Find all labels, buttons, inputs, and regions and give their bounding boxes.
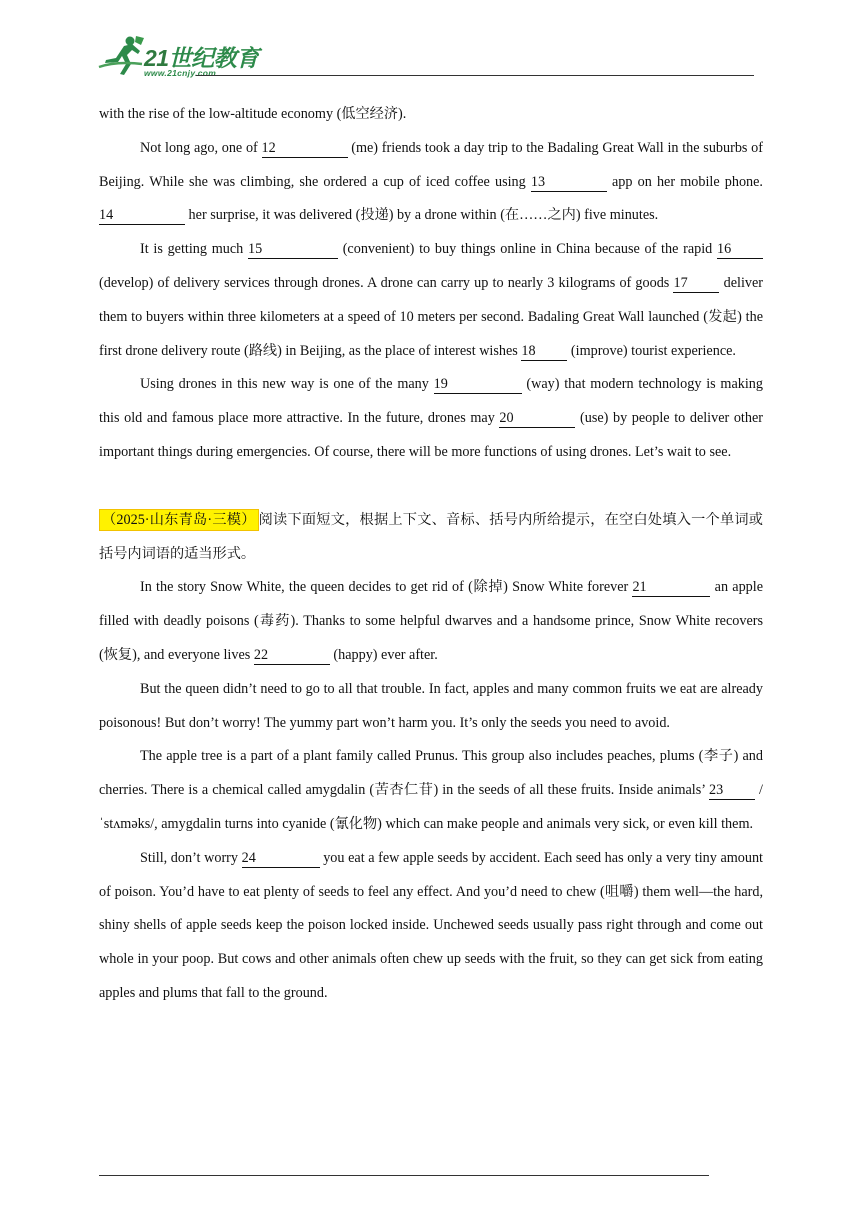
blank-22: 22 bbox=[254, 646, 330, 665]
paragraph: In the story Snow White, the queen decides to get rid of (除掉) Snow White forever 21 an apple filled with deadly poisons (毒药). Thanks to some helpful dwarves and a handsome prince, Snow White recovers (恢复), and everyone lives 22 (happy) ever after. bbox=[99, 579, 763, 663]
blank-13: 13 bbox=[531, 173, 607, 192]
blank-18: 18 bbox=[521, 342, 567, 361]
runner-logo-icon bbox=[96, 34, 146, 78]
logo bbox=[96, 34, 296, 78]
blank-12: 12 bbox=[262, 139, 348, 158]
blank-19: 19 bbox=[434, 375, 522, 394]
footer-divider bbox=[99, 1175, 709, 1176]
document-body bbox=[99, 98, 763, 1011]
paragraph: with the rise of the low-altitude economy (低空经济). bbox=[99, 106, 407, 122]
paragraph: Still, don’t worry 24 you eat a few apple seeds by accident. Each seed has only a very tiny amount of poison. You’d have to eat plenty of seeds to feel any effect. And you’d need to chew (咀嚼) them well—the hard, shiny shells of apple seeds keep the poison locked inside. Unchewed seeds usually pass right through and come out whole in your poop. But cows and other animals often chew up seeds with the fruit, so they can get sick from eating apples and plums that fall to the ground. bbox=[99, 849, 763, 1001]
paragraph: But the queen didn’t need to go to all that trouble. In fact, apples and many common fruits we eat are already poisonous! But don’t worry! The yummy part won’t harm you. It’s only the seeds you need to avoid. bbox=[99, 680, 763, 731]
blank-23: 23 bbox=[709, 781, 755, 800]
paragraph: The apple tree is a part of a plant family called Prunus. This group also includes peaches, plums (李子) and cherries. There is a chemical called amygdalin (苦杏仁苷) in the seeds of all these fruits. Inside animals’ 23 /ˈstʌməks/, amygdalin turns into cyanide (氰化物) which can make people and animals very sick, or even kill them. bbox=[99, 748, 763, 832]
paragraph: Using drones in this new way is one of the many 19 (way) that modern technology is making this old and famous place more attractive. In the future, drones may 20 (use) by people to deliver other important things during emergencies. Of course, there will be more functions of using drones. Let’s wait to see. bbox=[99, 376, 763, 460]
blank-16: 16 bbox=[717, 240, 763, 259]
blank-14: 14 bbox=[99, 206, 185, 225]
blank-21: 21 bbox=[632, 578, 710, 597]
paragraph: It is getting much 15 (convenient) to buy things online in China because of the rapid 16 (develop) of delivery services through drones. A drone can carry up to nearly 3 kilograms of goods 17 deliver them to buyers within three kilometers at a speed of 10 meters per second. Badaling Great Wall launched (发起) the first drone delivery route (路线) in Beijing, as the place of interest wishes 18 (improve) tourist experience. bbox=[99, 241, 764, 359]
page-header bbox=[96, 30, 756, 80]
source-tag: （2025·山东青岛·三模） bbox=[99, 509, 259, 531]
paragraph: Not long ago, one of 12 (me) friends took a day trip to the Badaling Great Wall in the suburbs of Beijing. While she was climbing, she ordered a cup of iced coffee using 13 app on her mobile phone. 14 her surprise, it was delivered (投递) by a drone within (在……之内) five minutes. bbox=[99, 139, 763, 224]
blank-17: 17 bbox=[673, 274, 719, 293]
blank-20: 20 bbox=[499, 409, 575, 428]
logo-url: www.21cnjy.com bbox=[144, 68, 217, 78]
header-divider bbox=[196, 75, 754, 76]
logo-wordmark: 21世纪教育 bbox=[144, 45, 259, 71]
section-instruction: （2025·山东青岛·三模） 阅读下面短文，根据上下文、音标、括号内所给提示，在空白处填入一个单词或括号内词语的适当形式。 bbox=[99, 504, 763, 572]
blank-15: 15 bbox=[248, 240, 338, 259]
blank-24: 24 bbox=[242, 849, 320, 868]
